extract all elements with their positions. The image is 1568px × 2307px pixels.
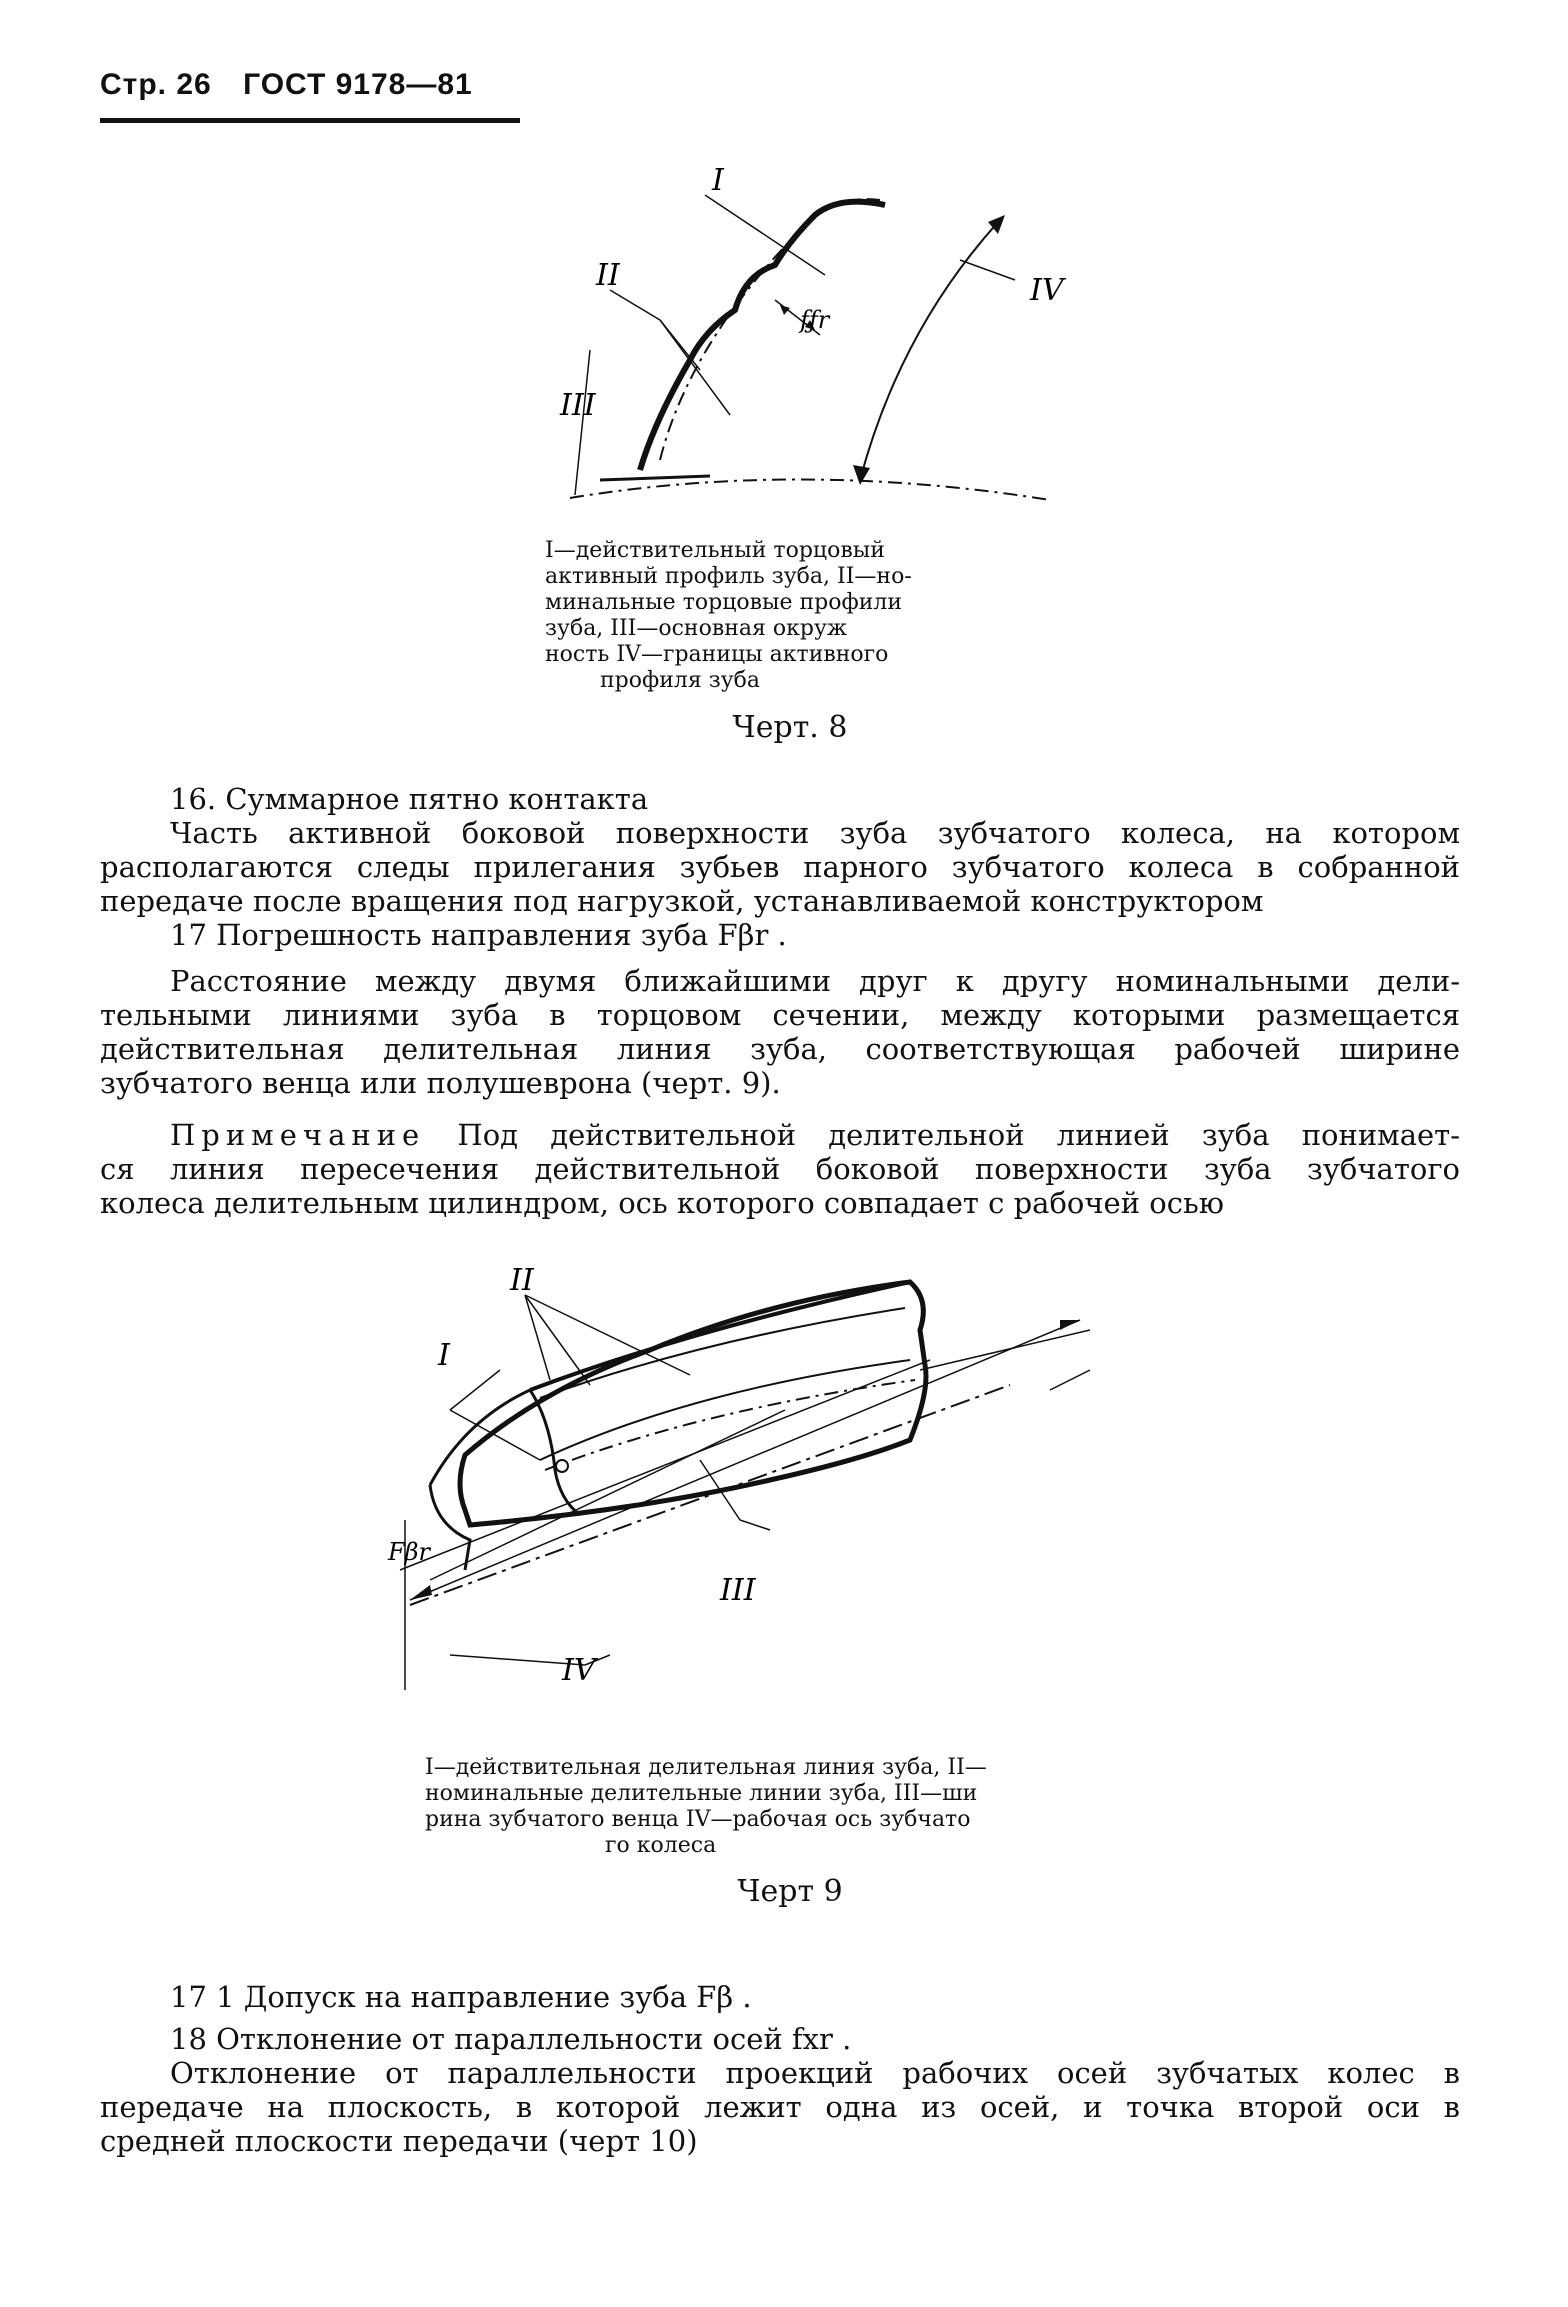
- section-18-line: средней плоскости передачи (черт 10): [100, 2124, 698, 2158]
- section-16-heading: 16. Суммарное пятно контакта: [170, 782, 649, 816]
- note-line: ся линия пересечения действительной боковой поверхности зуба зубчатого: [100, 1152, 1460, 1186]
- figure-9-title: Черт 9: [737, 1874, 843, 1909]
- base-circle-arc: [570, 479, 1050, 500]
- section-17-heading: 17 Погрешность направления зуба Fβr .: [170, 918, 787, 952]
- header-rule: [100, 118, 520, 123]
- caption-line: активный профиль зуба, II—но-: [545, 564, 912, 589]
- caption-line: I—действительный торцовый: [545, 538, 885, 563]
- section-17-line: Расстояние между двумя ближайшими друг к другу номинальными дели-: [170, 964, 1460, 998]
- caption-line: го колеса: [605, 1833, 717, 1858]
- figure-9-caption: [425, 1755, 1145, 1859]
- figure-8-caption: [545, 538, 1015, 694]
- fig9-label-IV: IV: [562, 1653, 596, 1688]
- section-17: [100, 964, 1460, 1100]
- section-17-1: [100, 1980, 1460, 2014]
- actual-profile: [640, 202, 885, 470]
- section-18: [100, 2022, 1460, 2158]
- caption-line: ность IV—границы активного: [545, 642, 889, 667]
- section-17-note: [100, 1118, 1460, 1220]
- standard-number: ГОСТ 9178—81: [243, 68, 473, 101]
- note-text: Под действительной делительной линией зуба понимает-: [457, 1118, 1460, 1152]
- caption-line: зуба, III—основная окруж: [545, 616, 848, 641]
- caption-line: рина зубчатого венца IV—рабочая ось зубчато: [425, 1807, 971, 1832]
- fig9-label-fbr: Fβr: [388, 1538, 430, 1566]
- section-16-line: передаче после вращения под нагрузкой, устанавливаемой конструктором: [100, 884, 1264, 918]
- caption-line: номинальные делительные линии зуба, III—ши: [425, 1781, 978, 1806]
- section-16: [100, 782, 1460, 952]
- fig9-label-II: II: [510, 1263, 534, 1298]
- figure-8-title: Черт. 8: [732, 710, 848, 745]
- section-17-line: тельными линиями зуба в торцовом сечении, между которыми размещается: [100, 998, 1460, 1032]
- fig9-label-III: III: [720, 1573, 756, 1608]
- section-17-1-text: 17 1 Допуск на направление зуба Fβ .: [170, 1980, 752, 2014]
- fig8-label-II: II: [596, 258, 620, 293]
- section-17-line: действительная делительная линия зуба, соответствующая рабочей ширине: [100, 1032, 1460, 1066]
- note-line: [100, 1118, 1460, 1152]
- section-18-heading: 18 Отклонение от параллельности осей fxr .: [170, 2022, 852, 2056]
- section-16-line: располагаются следы прилегания зубьев парного зубчатого колеса в собранной: [100, 850, 1460, 884]
- section-16-line: Часть активной боковой поверхности зуба зубчатого колеса, на котором: [170, 816, 1460, 850]
- note-label: Примечание: [170, 1118, 426, 1152]
- section-18-line: передаче на плоскость, в которой лежит одна из осей, и точка второй оси в: [100, 2090, 1460, 2124]
- page-number: Стр. 26: [100, 68, 212, 101]
- caption-line: профиля зуба: [600, 668, 761, 693]
- figure-9-drawing: [388, 1263, 1110, 1710]
- caption-line: I—действительная делительная линия зуба, II—: [425, 1755, 987, 1780]
- note-line: колеса делительным цилиндром, ось которого совпадает с рабочей осью: [100, 1186, 1224, 1220]
- caption-line: минальные торцовые профили: [545, 590, 903, 615]
- fig9-label-I: I: [438, 1338, 450, 1373]
- fig8-label-III: III: [560, 388, 596, 423]
- fig8-label-I: I: [712, 163, 724, 198]
- fig8-label-ffr: fƒr: [800, 306, 830, 334]
- page-header: [100, 68, 495, 102]
- fig8-label-IV: IV: [1030, 273, 1064, 308]
- section-18-line: Отклонение от параллельности проекций рабочих осей зубчатых колес в: [170, 2056, 1460, 2090]
- figure-8-drawing: [540, 160, 1064, 530]
- section-17-line: зубчатого венца или полушеврона (черт. 9).: [100, 1066, 781, 1100]
- active-boundary-arc: [860, 220, 1000, 480]
